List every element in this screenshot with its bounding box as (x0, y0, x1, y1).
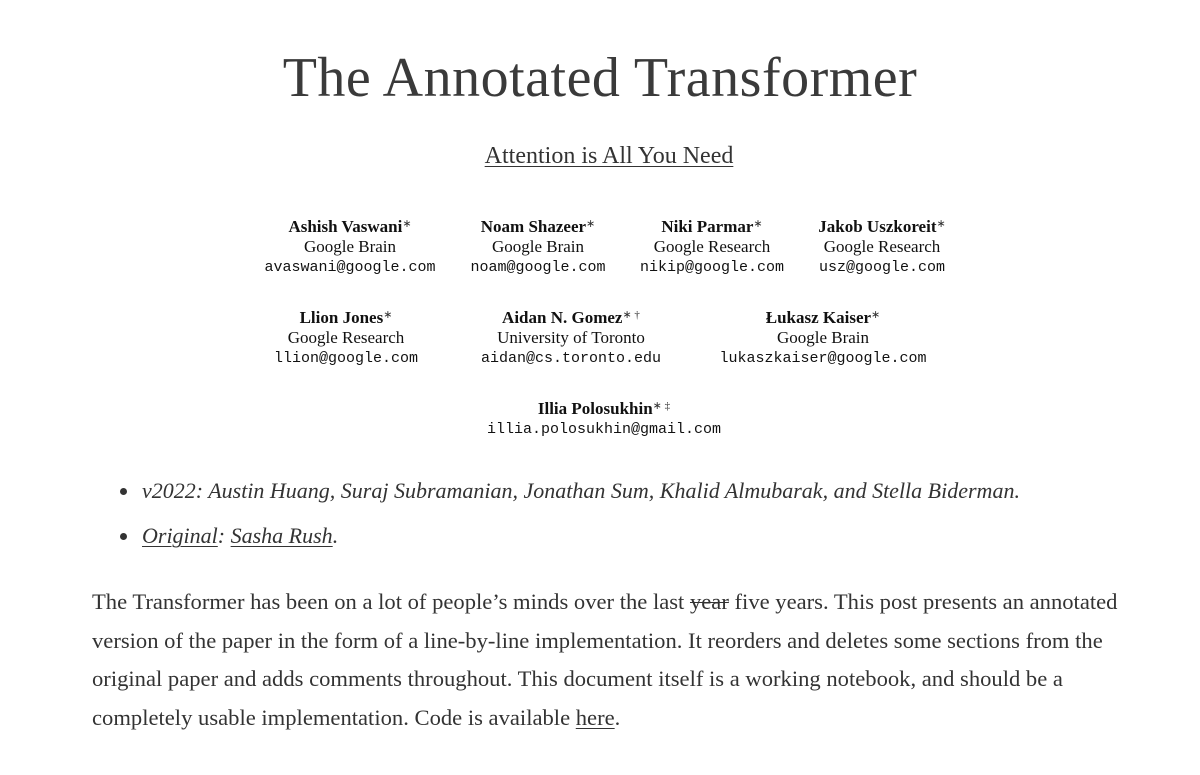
author-card (438, 214, 638, 279)
author-name: Noam Shazeer (480, 217, 587, 236)
list-item (112, 474, 1020, 508)
author-email: usz@google.com (818, 259, 946, 276)
author-affiliation: Google Research (823, 237, 941, 256)
author-name: Aidan N. Gomez (502, 308, 623, 327)
author-affiliation: Google Brain (776, 328, 870, 347)
author-email: aidan@cs.toronto.edu (480, 350, 662, 367)
author-name: Ashish Vaswani (288, 217, 403, 236)
intro-text-continued: five years. This post presents an annotated version of the paper in the form of a line-by-line implementation. It reorders and deletes some sections from the original paper and adds comments throughout. This document itself is a working notebook, and should be a completely usable implementation. Code is available (92, 589, 1118, 730)
author-affiliation: Google Research (287, 328, 405, 347)
bullet-icon (120, 533, 127, 540)
original-link[interactable]: Original (142, 523, 218, 548)
v2022-contributors: v2022: Austin Huang, Suraj Subramanian, Jonathan Sum, Khalid Almubarak, and Stella Biderman. (142, 478, 1020, 503)
author-email: llion@google.com (273, 350, 419, 367)
intro-end: . (614, 704, 621, 730)
author-footnote-mark: ∗ (383, 309, 393, 321)
author-footnote-mark: ∗ (586, 218, 596, 230)
author-card (246, 305, 446, 370)
author-card (474, 396, 734, 441)
author-affiliation: Google Brain (303, 237, 397, 256)
author-footnote-mark: ∗ (936, 218, 946, 230)
author-card (461, 305, 681, 370)
struck-word: year (689, 589, 729, 614)
author-card (250, 214, 450, 279)
author-footnote-mark: ∗ (871, 309, 881, 321)
author-card (708, 305, 938, 370)
paper-title (0, 143, 1200, 170)
author-email: avaswani@google.com (264, 259, 436, 276)
intro-paragraph (92, 583, 1152, 737)
author-name: Llion Jones (299, 308, 384, 327)
original-separator: : (217, 523, 231, 548)
author-email: nikip@google.com (639, 259, 785, 276)
author-footnote-mark: ∗ (753, 218, 763, 230)
intro-text: The Transformer has been on a lot of people’s minds over the last (92, 589, 690, 614)
paper-link[interactable]: Attention is All You Need (484, 143, 734, 169)
code-link[interactable]: here (575, 704, 615, 730)
list-item (112, 519, 1020, 553)
author-affiliation: University of Toronto (497, 328, 645, 347)
author-name: Łukasz Kaiser (765, 308, 872, 327)
author-name: Illia Polosukhin (537, 399, 653, 418)
original-author-link[interactable]: Sasha Rush (230, 523, 333, 548)
page-title: The Annotated Transformer (282, 47, 918, 109)
author-affiliation: Google Research (653, 237, 771, 256)
bullet-icon (120, 488, 127, 495)
author-name: Jakob Uszkoreit (818, 217, 937, 236)
author-email: lukaszkaiser@google.com (719, 350, 927, 367)
author-card (782, 214, 982, 279)
author-footnote-mark: ∗ ‡ (652, 400, 671, 412)
author-email: noam@google.com (470, 259, 606, 276)
author-affiliation: Google Brain (491, 237, 585, 256)
contributors-list (112, 474, 1020, 564)
author-email: illia.polosukhin@gmail.com (486, 421, 722, 438)
author-name: Niki Parmar (661, 217, 754, 236)
author-footnote-mark: ∗ † (622, 309, 640, 321)
original-end: . (332, 523, 339, 548)
author-footnote-mark: ∗ (402, 218, 412, 230)
